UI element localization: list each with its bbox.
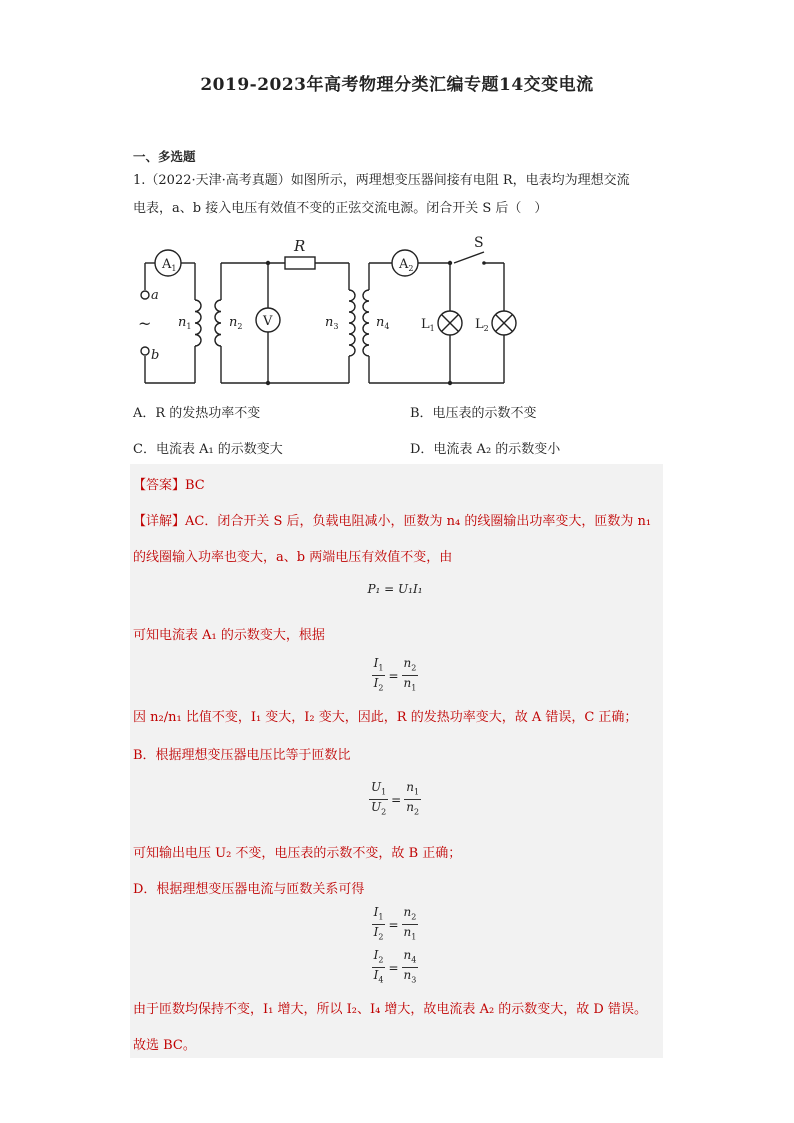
question-line-2: 电表，a、b 接入电压有效值不变的正弦交流电源。闭合开关 S 后（ ）: [133, 201, 548, 216]
option-b: B．电压表的示数不变: [410, 406, 537, 421]
n4-label: n: [376, 315, 385, 330]
svg-text:n3: $n_3$: [325, 315, 339, 331]
answer-label: 【答案】: [133, 478, 186, 493]
page-title: 2019-2023年高考物理分类汇编专题14交变电流: [200, 75, 594, 95]
option-d: D．电流表 A₂ 的示数变小: [410, 442, 561, 457]
ammeter-a2-label: A: [399, 257, 409, 272]
detail-line-9: 故选 BC。: [133, 1038, 196, 1053]
ammeter-a1-label: A: [162, 257, 172, 272]
detail-line-2: 的线圈输入功率也变大，a、b 两端电压有效值不变，由: [133, 550, 453, 565]
detail-line-1: 【详解】AC．闭合开关 S 后，负载电阻减小，匝数为 n₄ 的线圈输出功率变大，匝数为 n₁: [133, 514, 652, 529]
svg-text:L2: $L_2$: [475, 317, 489, 333]
terminal-a-label: a: [151, 288, 159, 303]
svg-text:A1: $A_1$: [162, 257, 177, 273]
answer-value: BC: [185, 478, 205, 493]
n3-label: n: [325, 315, 334, 330]
lamp-l2-label: L: [475, 317, 484, 332]
n1-label: n: [178, 315, 187, 330]
detail-line-5: B．根据理想变压器电压比等于匝数比: [133, 748, 351, 763]
resistor-label: R: [294, 237, 306, 255]
terminal-b-label: b: [151, 348, 160, 363]
svg-text:L1: $L_1$: [421, 317, 435, 333]
equation-current-ratio-3: $\frac{I_2}{I_4}$ = $\frac{n_4}{n_3}$: [373, 948, 417, 985]
equation-power: P₁ = U₁I₁: [367, 582, 423, 596]
detail-line-8: 由于匝数均保持不变，I₁ 增大，所以 I₂、I₄ 增大，故电流表 A₂ 的示数变大，故 D 错误。: [133, 1002, 647, 1017]
detail-line-6: 可知输出电压 U₂ 不变，电压表的示数不变，故 B 正确；: [133, 846, 462, 861]
answer-line: [133, 474, 205, 493]
equation-current-ratio-2: $\frac{I_1}{I_2}$ = $\frac{n_2}{n_1}$: [373, 905, 417, 942]
n2-label: n: [229, 315, 238, 330]
lamp-l1-label: L: [421, 317, 430, 332]
svg-text:A2: $A_2$: [399, 257, 414, 273]
detail-line-3: 可知电流表 A₁ 的示数变大，根据: [133, 628, 325, 643]
circuit-diagram: [0, 228, 794, 398]
detail-line-7: D．根据理想变压器电流与匝数关系可得: [133, 882, 365, 897]
equation-current-ratio-1: $\frac{I_1}{I_2}$ = $\frac{n_2}{n_1}$: [373, 656, 417, 693]
section-heading: 一、多选题: [133, 149, 196, 164]
option-c: C．电流表 A₁ 的示数变大: [133, 442, 283, 457]
ac-source-symbol: ~: [138, 314, 152, 333]
question-line-1: 1.（2022·天津·高考真题）如图所示，两理想变压器间接有电阻 R，电表均为理想交流: [133, 173, 630, 188]
svg-text:n2: $n_2$: [229, 315, 243, 331]
detail-line-4: 因 n₂/n₁ 比值不变，I₁ 变大，I₂ 变大，因此，R 的发热功率变大，故 A 错误，C 正确；: [133, 710, 638, 725]
equation-voltage-ratio: $\frac{U_1}{U_2}$ = $\frac{n_1}{n_2}$: [370, 780, 420, 817]
voltmeter-label: V: [263, 314, 273, 329]
svg-text:n4: $n_4$: [376, 315, 390, 331]
switch-label: S: [474, 235, 484, 251]
option-a: A．R 的发热功率不变: [133, 406, 261, 421]
svg-text:n1: $n_1$: [178, 315, 192, 331]
detail-label: 【详解】: [133, 514, 186, 529]
